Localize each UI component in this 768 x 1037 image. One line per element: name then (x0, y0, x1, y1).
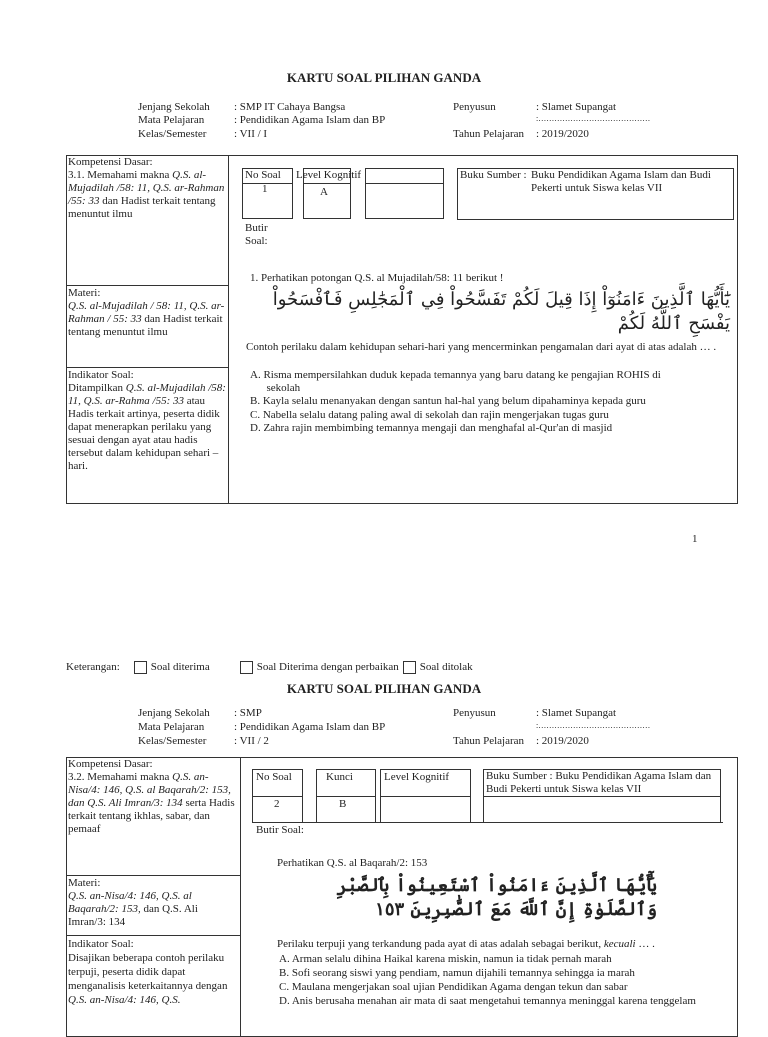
label: Penyusun (453, 707, 496, 719)
divider (303, 822, 723, 823)
value: : SMP (234, 707, 262, 719)
label: Penyusun (453, 101, 496, 113)
dots: :…………………………………… (536, 114, 651, 123)
value: : VII / I (234, 128, 268, 140)
butir-soal-label: Butir Soal: (256, 824, 304, 836)
checkbox-diterima[interactable] (134, 661, 147, 674)
value: : Slamet Supangat (536, 101, 617, 113)
checkbox-perbaikan[interactable] (240, 661, 253, 674)
divider (228, 155, 229, 504)
value: : Slamet Supangat (536, 707, 617, 719)
buku-sumber: Buku Sumber : Buku Pendidikan Agama Islam dan Budi Pekerti untuk Siswa kelas VII (486, 770, 712, 795)
buku-sumber-value: Buku Pendidikan Agama Islam dan Budi Pekerti untuk Siswa kelas VII (531, 169, 711, 194)
value: : 2019/2020 (536, 128, 589, 140)
option-a-cont: sekolah (250, 382, 301, 394)
label: Jenjang Sekolah (138, 707, 210, 719)
no-soal-value: 1 (262, 183, 268, 195)
value: : Pendidikan Agama Islam dan BP (234, 721, 386, 733)
option-c: C. Maulana mengerjakan soal ujian Pendidikan Agama dengan tekun dan sabar (279, 981, 628, 993)
option-d: D. Anis berusaha menahan air mata di saat mengetahui temannya meninggal karena tenggelam (279, 995, 696, 1007)
kompetensi-dasar: Kompetensi Dasar: 3.2. Memahami makna Q.S. an-Nisa/4: 146, Q.S. al Baqarah/2: 153, dan Q.S. Ali Imran/3: 134 serta Hadis terkait tentang ikhlas, sabar, dan pemaaf (68, 758, 235, 835)
dots: :…………………………………… (536, 721, 651, 730)
materi: Materi: Q.S. al-Mujadilah / 58: 11, Q.S. ar-Rahman / 55: 33 dan Hadist terkait tentang menuntut ilmu (68, 287, 225, 338)
option-b: B. Kayla selalu menanyakan dengan santun hal-hal yang belum dipahaminya kepada guru (250, 395, 646, 407)
arabic-verse: يَٰٓأَيُّهَا ٱلَّذِينَ ءَامَنُوٓاْ إِذَا قِيلَ لَكُمْ تَفَسَّحُواْ فِي ٱلْمَجَٰلِسِ فَٱفْسَحُواْ يَفْسَحِ ٱللَّهُ لَكُمْ (272, 289, 730, 334)
card2-title: KARTU SOAL PILIHAN GANDA (286, 681, 482, 696)
kompetensi-dasar: Kompetensi Dasar: 3.1. Memahami makna Q.S. al-Mujadilah /58: 11, Q.S. ar-Rahman /55: 33 dan Hadist terkait tentang menuntut ilmu (68, 156, 225, 220)
label: Mata Pelajaran (138, 721, 205, 733)
level-kognitif-label: Level Kognitif (296, 169, 362, 181)
kunci-value: A (320, 186, 328, 198)
label: Kelas/Semester (138, 128, 207, 140)
label: Jenjang Sekolah (138, 101, 210, 113)
question-text: Perilaku terpuji yang terkandung pada ayat di atas adalah sebagai berikut, kecuali … . (277, 938, 655, 950)
question-intro: Perhatikan Q.S. al Baqarah/2: 153 (277, 857, 428, 869)
divider (66, 285, 228, 286)
label: Tahun Pelajaran (453, 735, 525, 747)
level-box (365, 168, 444, 219)
divider (242, 183, 293, 184)
divider (303, 183, 351, 184)
divider (316, 796, 376, 797)
no-soal-value: 2 (274, 798, 280, 810)
divider (66, 935, 240, 936)
kunci-value: B (339, 798, 347, 810)
kunci-label: Kunci (326, 771, 353, 783)
divider (365, 183, 444, 184)
checkbox-ditolak[interactable] (403, 661, 416, 674)
option-a: A. Arman selalu dihina Haikal karena miskin, namun ia tidak pernah marah (279, 953, 612, 965)
value: : 2019/2020 (536, 735, 589, 747)
option-a: A. Risma mempersilahkan duduk kepada temannya yang baru datang ke pengajian ROHIS di (250, 369, 661, 381)
divider (483, 796, 721, 797)
label: Kelas/Semester (138, 735, 207, 747)
option-b: B. Sofi seorang siswi yang pendiam, namun dijahili temannya sehingga ia marah (279, 967, 635, 979)
level-kognitif-label: Level Kognitif (384, 771, 450, 783)
question-intro: 1. Perhatikan potongan Q.S. al Mujadilah/58: 11 berikut ! (250, 272, 504, 284)
value: : SMP IT Cahaya Bangsa (234, 101, 346, 113)
label: Mata Pelajaran (138, 114, 205, 126)
arabic-verse: يَٰٓأَيُّهَا ٱلَّذِينَ ءَامَنُواْ ٱسْتَعِينُواْ بِٱلصَّبْرِ وَٱلصَّلَوٰةِ إِنَّ ٱللَّهَ مَعَ ٱلصَّٰبِرِينَ ١٥٣ (336, 875, 657, 920)
indikator-soal: Indikator Soal: Ditampilkan Q.S. al-Mujadilah /58: 11, Q.S. ar-Rahma /55: 33 atau Hadis terkait artinya, peserta didik dapat menerapkan perilaku yang sesuai dengan ayat atau hadis tersebut dalam kehidupan sehari – hari. (68, 369, 226, 472)
buku-sumber-label: Buku Sumber : (460, 169, 527, 181)
divider (380, 796, 471, 797)
value: : VII / 2 (234, 735, 269, 747)
page-number: 1 (692, 533, 698, 545)
butir-soal-label: Butir Soal: (245, 222, 268, 247)
divider (66, 875, 240, 876)
divider (252, 796, 303, 797)
divider (240, 757, 241, 1037)
option-c: C. Nabella selalu datang paling awal di sekolah dan rajin mengerjakan tugas guru (250, 409, 609, 421)
no-soal-label: No Soal (256, 771, 292, 783)
label: Tahun Pelajaran (453, 128, 525, 140)
option-d: D. Zahra rajin membimbing temannya mengaji dan menghafal al-Qur'an di masjid (250, 422, 613, 434)
value: : Pendidikan Agama Islam dan BP (234, 114, 386, 126)
materi: Materi: Q.S. an-Nisa/4: 146, Q.S. al Baqarah/2: 153, dan Q.S. Ali Imran/3: 134 (68, 877, 198, 928)
no-soal-label: No Soal (245, 169, 281, 181)
keterangan: Keterangan: Soal diterima Soal Diterima dengan perbaikan Soal ditolak (66, 661, 473, 673)
divider (66, 367, 228, 368)
question-text: Contoh perilaku dalam kehidupan sehari-hari yang mencerminkan pengamalan dari ayat di atas adalah … . (246, 341, 717, 353)
card1-title: KARTU SOAL PILIHAN GANDA (286, 70, 482, 85)
indikator-soal: Indikator Soal: Disajikan beberapa contoh perilaku terpuji, peserta didik dapat menganalisis keterkaitannya dengan Q.S. an-Nisa/4: 146, Q.S. (68, 938, 228, 1006)
